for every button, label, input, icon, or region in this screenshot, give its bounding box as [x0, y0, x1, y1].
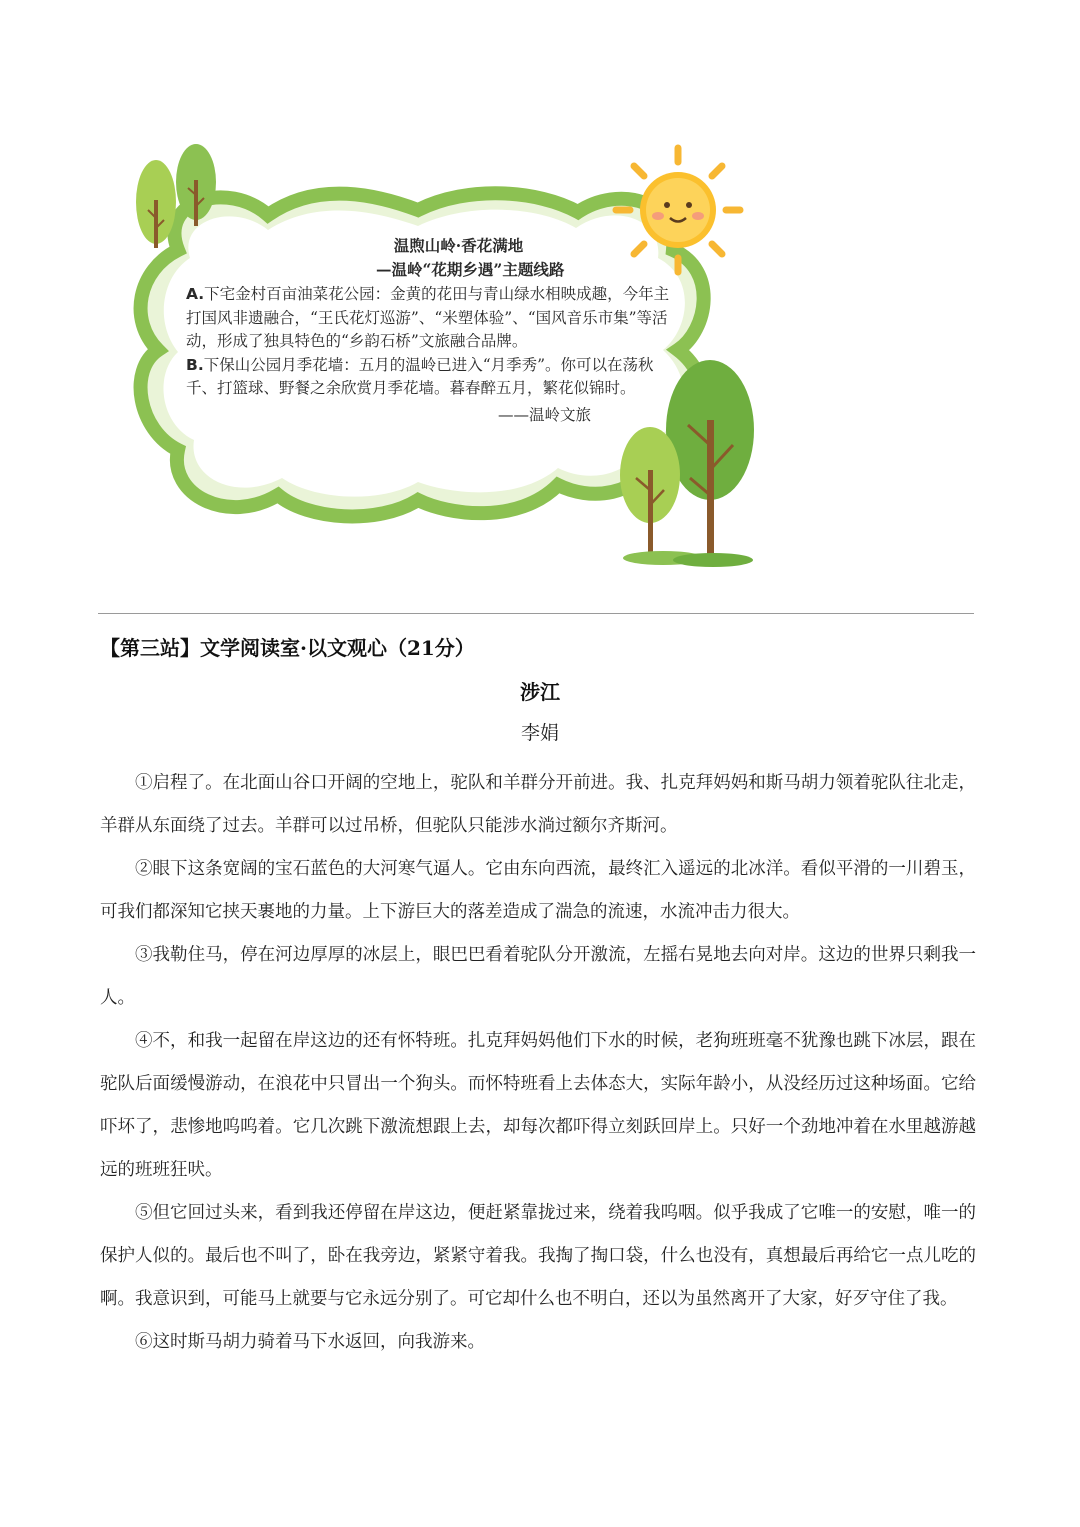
- section-divider: [98, 613, 974, 614]
- poster-item-b-text: 下保山公园月季花墙：五月的温岭已进入“月季秀”。你可以在荡秋千、打篮球、野餐之余欣赏月季花墙。暮春醉五月，繁花似锦时。: [186, 355, 654, 397]
- paragraph-5: ⑤但它回过头来，看到我还停留在岸这边，便赶紧靠拢过来，绕着我呜咽。似乎我成了它唯一的安慰，唯一的保护人似的。最后也不叫了，卧在我旁边，紧紧守着我。我掏了掏口袋，什么也没有，真想最后再给它一点儿吃的啊。我意识到，可能马上就要与它永远分别了。可它却什么也不明白，还以为虽然离开了大家，好歹守住了我。: [100, 1203, 976, 1309]
- poster-title: 温煦山岭·香花满地: [393, 236, 524, 255]
- poster-item-a: [186, 283, 671, 354]
- article-body: [100, 762, 976, 1364]
- article-title: 涉江: [520, 680, 560, 704]
- poster-subtitle: —温岭“花期乡遇”主题线路: [376, 259, 565, 279]
- poster-item-a-text: 下宅金村百亩油菜花公园：金黄的花田与青山绿水相映成趣，今年主打国风非遗融合，“王氏花灯巡游”、“米塑体验”、“国风音乐市集”等活动，形成了独具特色的“乡韵石桥”文旅融合品牌。: [186, 285, 670, 350]
- tourism-poster: [118, 140, 758, 570]
- poster-item-b-label: B.: [186, 355, 204, 374]
- poster-item-a-label: A.: [186, 285, 205, 303]
- poster-item-b: [186, 354, 671, 401]
- poster-content: [186, 234, 671, 427]
- paragraph-4: ④不，和我一起留在岸这边的还有怀特班。扎克拜妈妈他们下水的时候，老狗班班毫不犹豫也跳下冰层，跟在驼队后面缓慢游动，在浪花中只冒出一个狗头。而怀特班看上去体态大，实际年龄小，从没经历过这种场面。它给吓坏了，悲惨地呜呜着。它几次跳下激流想跟上去，却每次都吓得立刻跃回岸上。只好一个劲地冲着在水里越游越远的班班狂吠。: [100, 1031, 976, 1180]
- paragraph-1: ①启程了。在北面山谷口开阔的空地上，驼队和羊群分开前进。我、扎克拜妈妈和斯马胡力领着驼队往北走，羊群从东面绕了过去。羊群可以过吊桥，但驼队只能涉水淌过额尔齐斯河。: [100, 773, 976, 836]
- article-author: 李娟: [520, 722, 559, 744]
- paragraph-6: ⑥这时斯马胡力骑着马下水返回，向我游来。: [135, 1332, 485, 1352]
- paragraph-2: ②眼下这条宽阔的宝石蓝色的大河寒气逼人。它由东向西流，最终汇入遥远的北冰洋。看似平滑的一川碧玉，可我们都深知它挟天裹地的力量。上下游巨大的落差造成了湍急的流速，水流冲击力很大。: [100, 859, 976, 922]
- paragraph-3: ③我勒住马，停在河边厚厚的冰层上，眼巴巴看着驼队分开激流，左摇右晃地去向对岸。这边的世界只剩我一人。: [100, 945, 976, 1008]
- section-heading: 【第三站】文学阅读室·以文观心（21分）: [100, 636, 475, 660]
- poster-source: ——温岭文旅: [497, 405, 591, 424]
